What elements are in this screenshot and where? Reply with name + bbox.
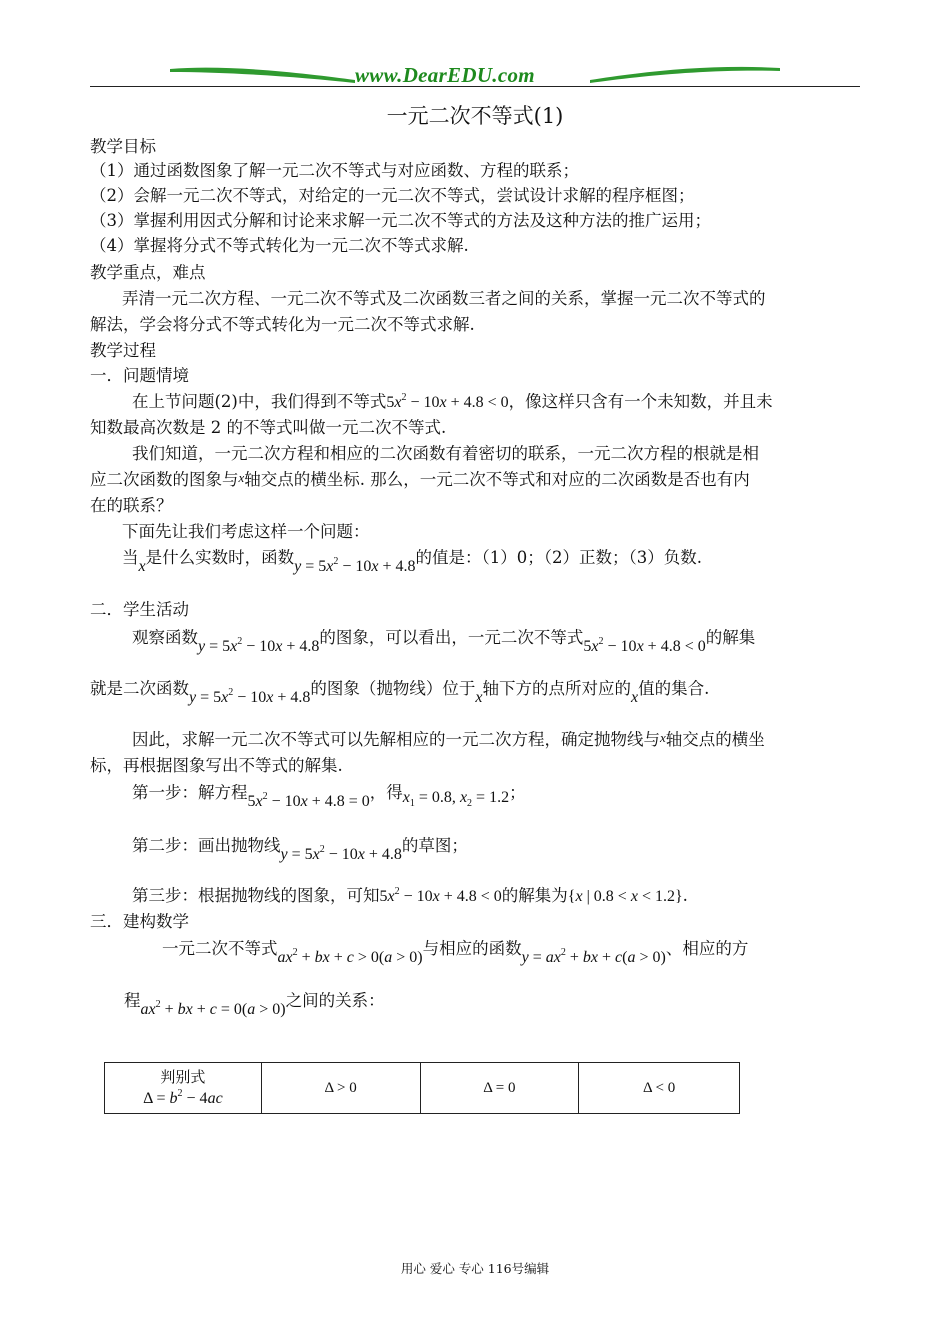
section2-heading: 二．学生活动	[90, 600, 189, 619]
section1-heading: 一．问题情境	[90, 366, 189, 385]
objective-item: （4）掌握将分式不等式转化为一元二次不等式求解.	[90, 236, 469, 255]
keypoints-text: 弄清一元二次方程、一元二次不等式及二次函数三者之间的关系，掌握一元二次不等式的	[122, 289, 766, 308]
function-formula: $y = 5x^2 - 10x + 4.8$	[189, 687, 311, 706]
step-two: 第二步：画出抛物线$y = 5x^2 - 10x + 4.8$的草图；	[132, 836, 468, 863]
section1-paragraph: 在的联系？	[90, 496, 173, 515]
variable-x: x	[660, 730, 666, 745]
page-footer: 用心 爱心 专心 116号编辑	[400, 1261, 550, 1276]
general-function: $y = ax^2$ + bx + c(a > 0)	[521, 947, 666, 966]
variable-x: x	[475, 689, 483, 706]
table-cell: Δ = 0	[420, 1063, 579, 1114]
objectives-heading: 教学目标	[90, 137, 156, 156]
section1-paragraph: 知数最高次数是 2 的不等式叫做一元二次不等式.	[90, 418, 447, 437]
table-row	[105, 1063, 740, 1114]
variable-x: x	[138, 558, 146, 575]
section1-paragraph: 我们知道，一元二次方程和相应的二次函数有着密切的联系，一元二次方程的根就是相	[132, 444, 759, 463]
function-formula: $y = 5x^2 - 10x + 4.8$	[280, 844, 402, 863]
section2-paragraph: 因此，求解一元二次不等式可以先解相应的一元二次方程，确定抛物线与x轴交点的横坐	[132, 730, 765, 749]
variable-x: x	[631, 689, 639, 706]
section1-paragraph: 下面先让我们考虑这样一个问题：	[122, 522, 370, 541]
section3-paragraph: 程$ax^2$ + bx + c = 0(a > 0)之间的关系：	[124, 991, 385, 1018]
general-equation: $ax^2$ + bx + c = 0(a > 0)	[140, 999, 286, 1018]
section3-paragraph: 一元二次不等式$ax^2$ + bx + c > 0(a > 0)与相应的函数$y = ax^2$ + bx + c(a > 0)、相应的方	[162, 939, 749, 966]
page-title: 一元二次不等式(1)	[386, 104, 564, 128]
keypoints-text: 解法，学会将分式不等式转化为一元二次不等式求解.	[90, 315, 475, 334]
variable-x: x	[238, 470, 245, 485]
function-formula: $y = 5x^2 - 10x + 4.8$	[294, 556, 416, 575]
solution-set: {x | 0.8 < x < 1.2}	[567, 888, 683, 905]
discriminant-label: 判别式	[160, 1068, 206, 1086]
objective-item: （3）掌握利用因式分解和讨论来求解一元二次不等式的方法及这种方法的推广运用；	[90, 211, 711, 230]
section1-question: 当x是什么实数时，函数$y = 5x^2 - 10x + 4.8$的值是：（1）0；（2）正数；（3）负数.	[122, 548, 703, 575]
keypoints-heading: 教学重点，难点	[90, 263, 206, 282]
objective-item: （2）会解一元二次不等式，对给定的一元二次不等式，尝试设计求解的程序框图；	[90, 186, 695, 205]
discriminant-table	[104, 1062, 740, 1114]
step-one: 第一步：解方程$5x^2 - 10x + 4.8 = 0$，得$x_1 = 0.8$, $x_2 = 1.2$；	[132, 783, 526, 810]
inequality-formula: $5x^2 - 10x + 4.8 < 0$	[583, 636, 706, 655]
section2-paragraph: 就是二次函数$y = 5x^2 - 10x + 4.8$的图象（抛物线）位于x轴下方的点所对应的x值的集合.	[90, 679, 710, 706]
section2-paragraph: 观察函数$y = 5x^2 - 10x + 4.8$的图象，可以看出，一元二次不等式$5x^2 - 10x + 4.8 < 0$的解集	[132, 628, 756, 655]
objective-item: （1）通过函数图象了解一元二次不等式与对应函数、方程的联系；	[90, 161, 579, 180]
inequality-formula: $5x^2 - 10x + 4.8 < 0$	[379, 886, 502, 905]
process-heading: 教学过程	[90, 341, 156, 360]
equation-formula: $5x^2 - 10x + 4.8 = 0$	[247, 791, 370, 810]
site-logo-text: www.DearEDU.com	[355, 63, 535, 87]
function-formula: $y = 5x^2 - 10x + 4.8$	[198, 636, 320, 655]
table-cell: Δ > 0	[261, 1063, 420, 1114]
discriminant-formula: $\Delta = b^2 - 4ac$	[143, 1088, 223, 1107]
section3-heading: 三．建构数学	[90, 912, 189, 931]
roots-formula: $x_1 = 0.8$, $x_2 = 1.2$	[402, 789, 510, 809]
step-three: 第三步：根据抛物线的图象，可知$5x^2 - 10x + 4.8 < 0$的解集为{x | 0.8 < x < 1.2}.	[132, 886, 688, 905]
section2-paragraph: 标，再根据图象写出不等式的解集.	[90, 756, 343, 775]
general-inequality: $ax^2$ + bx + c > 0(a > 0)	[277, 947, 423, 966]
section1-paragraph: 在上节问题(2)中，我们得到不等式$5x^2 - 10x + 4.8 < 0$，像这样只含有一个未知数，并且未	[132, 392, 773, 411]
section1-paragraph: 应二次函数的图象与x轴交点的横坐标. 那么，一元二次不等式和对应的二次函数是否也有内	[90, 470, 750, 489]
table-cell: Δ < 0	[579, 1063, 740, 1114]
table-header-cell	[105, 1063, 262, 1114]
inequality-formula: $5x^2 - 10x + 4.8 < 0$	[386, 392, 509, 411]
header-rule	[90, 86, 860, 87]
